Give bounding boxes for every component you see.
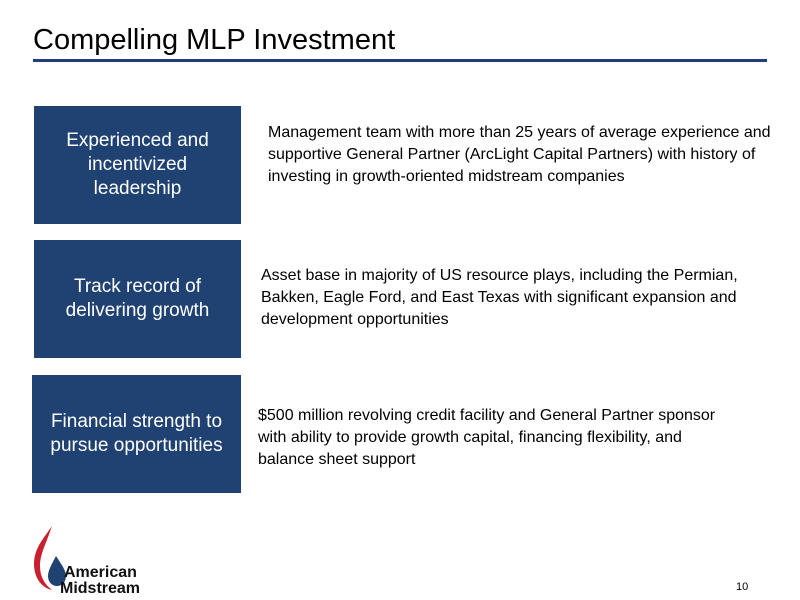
- point-box-financial: [32, 375, 241, 493]
- point-label-line: incentivized: [87, 154, 188, 175]
- point-label-line: delivering growth: [65, 300, 210, 321]
- point-box-leadership: [34, 106, 241, 224]
- point-box-growth: [34, 240, 241, 358]
- point-label-line: Experienced and: [66, 130, 209, 151]
- company-logo: [30, 524, 180, 597]
- logo-wordmark-line2: Midstream: [60, 580, 141, 597]
- point-description-growth: Asset base in majority of US resource plays, including the Permian, Bakken, Eagle Ford, and East Texas with significant expansion and development opportunities: [261, 267, 738, 328]
- point-label-line: pursue opportunities: [50, 435, 223, 456]
- point-label-line: leadership: [93, 178, 182, 199]
- point-description-financial: $500 million revolving credit facility and General Partner sponsor with ability to provide growth capital, financing flexibility, and balance sheet support: [258, 407, 716, 468]
- point-label-line: Financial strength to: [50, 411, 223, 432]
- page-number: 10: [736, 581, 749, 593]
- point-description-leadership: Management team with more than 25 years of average experience and supportive General Partner (ArcLight Capital Partners) with history of investing in growth-oriented midstream companies: [268, 124, 771, 185]
- point-label-line: Track record of: [73, 276, 202, 297]
- title-divider: [33, 59, 767, 62]
- page-title: Compelling MLP Investment: [33, 24, 396, 56]
- logo-wordmark-line1: American: [64, 564, 137, 581]
